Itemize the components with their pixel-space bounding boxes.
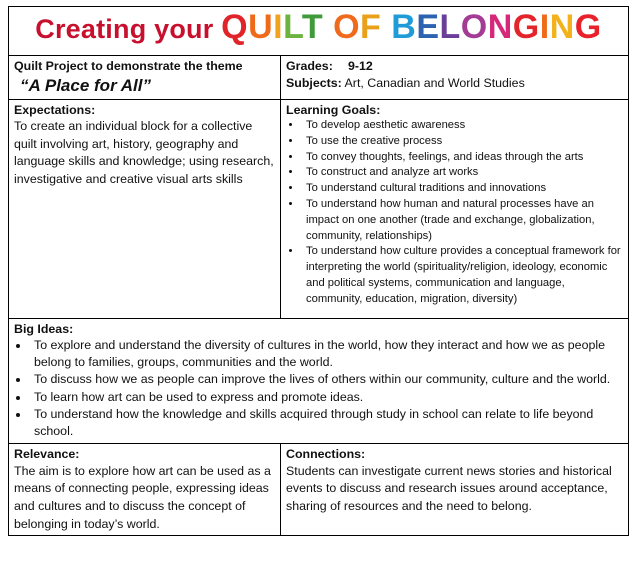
lesson-plan-page	[8, 6, 628, 536]
title-letter: I	[539, 8, 550, 47]
expectations-cell	[9, 99, 281, 318]
connections-text: Students can investigate current news stories and historical events to discuss and research issues around acceptance, sharing of resources and the need to belong.	[286, 463, 612, 513]
title-letter: I	[273, 8, 284, 47]
title-letter: T	[301, 8, 324, 47]
learning-goals-list	[286, 118, 623, 308]
learning-goals-heading: Learning Goals:	[286, 102, 381, 117]
title-letter: G	[574, 8, 602, 47]
title-cell	[9, 7, 629, 56]
lesson-plan-table	[8, 6, 629, 536]
title-letter: F	[360, 8, 382, 47]
learning-goal-item: • To develop aesthetic awareness	[302, 118, 623, 134]
title-letter: N	[487, 8, 513, 47]
title-letter: L	[283, 8, 302, 47]
subjects-row	[286, 75, 623, 92]
connections-cell	[281, 444, 629, 536]
expectations-text: To create an individual block for a collective quilt involving art, history, geography and language skills and knowledge; using research, investigative and creative visual arts skills	[14, 119, 274, 186]
learning-goals-cell	[281, 99, 629, 318]
learning-goal-item: • To convey thoughts, feelings, and ideas through the arts	[302, 150, 623, 166]
grades-subjects-cell	[281, 56, 629, 100]
big-ideas-heading: Big Ideas:	[14, 321, 74, 336]
relevance-text: The aim is to explore how art can be used as a means of connecting people, expressing ideas and cultures and to discuss the concept of belonging in today’s world.	[14, 463, 271, 531]
title-letter: L	[439, 8, 461, 47]
big-idea-item: • To explore and understand the diversity of cultures in the world, how they interact and how we as people belong to families, groups, communities and the world.	[30, 337, 623, 371]
grades-value: 9-12	[348, 59, 373, 73]
quilt-of-belonging-title	[221, 8, 602, 46]
learning-goal-item: • To construct and analyze art works	[302, 165, 623, 181]
grades-row	[286, 58, 623, 75]
expectations-heading: Expectations:	[14, 102, 96, 117]
title-letter: B	[391, 8, 417, 47]
subjects-value: Art, Canadian and World Studies	[344, 75, 525, 90]
title-letter: O	[333, 8, 361, 47]
big-ideas-list	[14, 337, 623, 440]
title-prefix: Creating your	[35, 14, 222, 45]
connections-heading: Connections:	[286, 447, 366, 462]
grades-label: Grades:	[286, 59, 333, 73]
page-title	[35, 8, 602, 47]
title-letter	[381, 8, 391, 46]
title-letter: U	[248, 8, 274, 47]
title-letter: O	[460, 8, 488, 47]
big-idea-item: • To understand how the knowledge and skills acquired through study in school can relate to life beyond school.	[30, 406, 623, 440]
big-idea-item: • To discuss how we as people can improve the lives of others within our community, culture and the world.	[30, 371, 623, 388]
title-letter: E	[416, 8, 440, 47]
relevance-cell	[9, 444, 281, 536]
title-letter: N	[549, 8, 575, 47]
theme-title: “A Place for All”	[20, 75, 151, 95]
title-letter: G	[512, 8, 540, 47]
relevance-heading: Relevance:	[14, 447, 80, 462]
big-idea-item: • To learn how art can be used to express and promote ideas.	[30, 389, 623, 406]
learning-goal-item: • To understand cultural traditions and innovations	[302, 181, 623, 197]
title-letter: Q	[221, 8, 249, 47]
learning-goal-item: • To understand how human and natural processes have an impact on one another (trade and exchange, globalization, community, relationships)	[302, 197, 623, 244]
learning-goal-item: • To use the creative process	[302, 134, 623, 150]
title-letter	[323, 8, 333, 46]
big-ideas-cell	[9, 318, 629, 444]
subjects-label: Subjects:	[286, 75, 342, 90]
project-cell	[9, 56, 281, 100]
project-label: Quilt Project to demonstrate the theme	[14, 59, 243, 73]
learning-goal-item: • To understand how culture provides a conceptual framework for interpreting the world (spirituality/religion, ideology, economic and political systems, communication and language, community, education, migration, diversity)	[302, 244, 623, 307]
